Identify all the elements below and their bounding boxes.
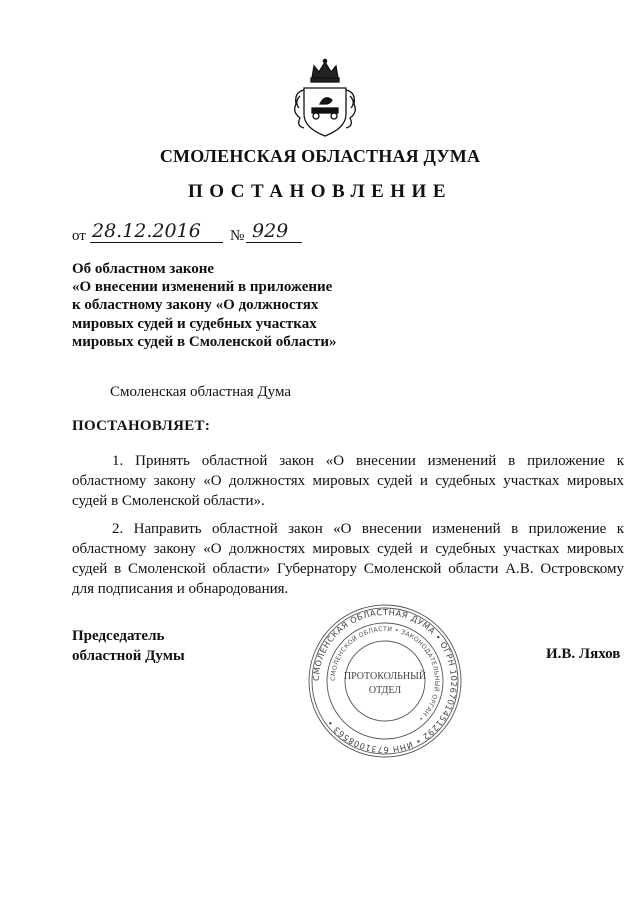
- position-line: Председатель: [72, 628, 165, 644]
- signatory-name: И.В. Ляхов: [546, 646, 621, 662]
- subject-line: мировых судей и судебных участках: [72, 315, 317, 332]
- paragraph-2: [72, 519, 624, 599]
- stamp-outer-text: СМОЛЕНСКАЯ ОБЛАСТНАЯ ДУМА • ОГРН 1026701451292 • ИНН 6731008563 •: [310, 606, 460, 756]
- stamp-center-line1: ПРОТОКОЛЬНЫЙ: [343, 671, 427, 682]
- official-stamp: [306, 602, 464, 760]
- date-underline: [90, 242, 223, 243]
- issuing-body: Смоленская областная Дума: [110, 384, 292, 400]
- paragraph-line: судей в Смоленской области» Губернатору Смоленской области А.В. Островскому: [72, 561, 624, 577]
- document-type-title: ПОСТАНОВЛЕНИЕ: [187, 181, 453, 202]
- subject-line: к областному закону «О должностях: [72, 297, 319, 314]
- paragraph-1: [72, 451, 624, 511]
- handwritten-date: 28.12.2016: [92, 220, 201, 242]
- paragraph-line: 2. Направить областной закон «О внесении изменений в приложение к: [112, 521, 624, 537]
- paragraph-line: 1. Принять областной закон «О внесении изменений в приложение к: [112, 453, 624, 469]
- position-line: областной Думы: [72, 648, 185, 664]
- document-subject: [72, 260, 336, 351]
- decree-heading: ПОСТАНОВЛЯЕТ:: [72, 418, 211, 434]
- subject-line: Об областном законе: [72, 261, 215, 277]
- organization-name: СМОЛЕНСКАЯ ОБЛАСТНАЯ ДУМА: [159, 146, 481, 166]
- paragraph-line: областному закону «О должностях мировых судей и судебных участках мировых: [72, 473, 624, 489]
- number-underline: [246, 242, 302, 243]
- date-number-line: [72, 222, 372, 246]
- stamp-center-line2: ОТДЕЛ: [368, 685, 402, 696]
- signatory-position: [72, 626, 185, 666]
- subject-line: «О внесении изменений в приложение: [72, 279, 333, 296]
- handwritten-number: 929: [252, 220, 289, 242]
- paragraph-line: судей в Смоленской области».: [72, 493, 265, 509]
- date-prefix: от: [72, 228, 86, 244]
- paragraph-line: для подписания и обнародования.: [72, 581, 289, 597]
- paragraph-line: областному закону «О должностях мировых судей и судебных участках мировых: [72, 541, 624, 557]
- stamp-middle-text: СМОЛЕНСКОЙ ОБЛАСТИ • ЗАКОНОДАТЕЛЬНЫЙ ОРГАН •: [329, 625, 441, 723]
- number-prefix: №: [230, 228, 245, 244]
- coat-of-arms-emblem: [290, 58, 360, 140]
- subject-line: мировых судей в Смоленской области»: [72, 333, 337, 350]
